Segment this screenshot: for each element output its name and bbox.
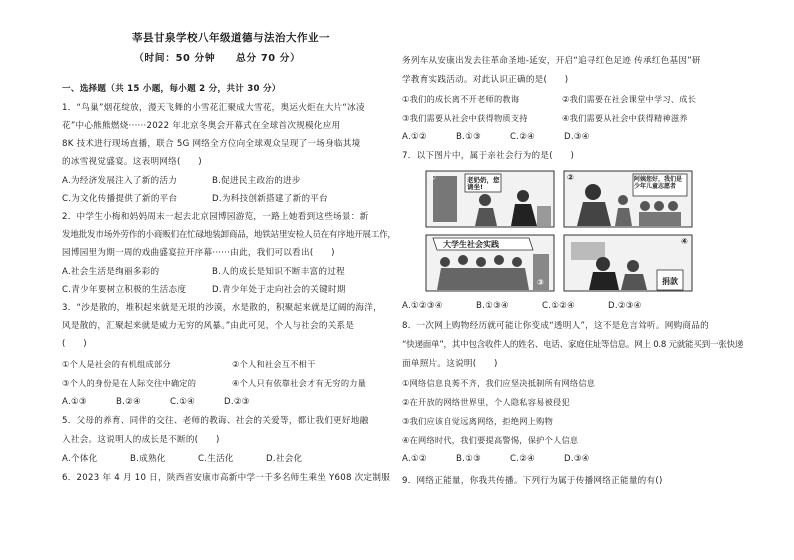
- question-9: 9．网络正能量，你我共传播。下列行为属于传播网络正能量的有(): [402, 476, 663, 486]
- picture-3: [425, 234, 555, 292]
- option-a[interactable]: A.为经济发展注入了新的活力: [62, 176, 178, 186]
- banner-text: 大学生社会实践: [443, 240, 499, 249]
- picture-4: [563, 234, 693, 292]
- option-a[interactable]: A.①②: [402, 132, 427, 142]
- question-line: ( ): [62, 339, 87, 349]
- statement-3: ③我们应该自觉远离网络，拒绝网上购物: [402, 416, 554, 426]
- statement-2: ②在开放的网络世界里，个人隐私容易被侵犯: [402, 397, 570, 407]
- question-line: 1．“鸟巢”烟花绽放，漫天飞舞的小雪花汇聚成大雪花，奥运火炬在大片“冰凌: [62, 103, 365, 113]
- statements-row: [62, 377, 366, 389]
- picture-number: ②: [567, 173, 574, 182]
- speech-bubble-text: 老奶奶，您请坐!: [467, 176, 500, 191]
- option-a[interactable]: A.①②: [402, 454, 427, 464]
- option-a[interactable]: A.①②③④: [402, 301, 443, 311]
- option-a[interactable]: A.个体化: [62, 454, 98, 464]
- options-row: [402, 300, 662, 312]
- option-d[interactable]: D.社会化: [266, 454, 303, 464]
- option-d[interactable]: D.为科技创新搭建了新的平台: [212, 194, 328, 204]
- question-line: 面单照片。这说明( ): [402, 359, 498, 369]
- picture-number: ④: [681, 237, 688, 246]
- section-heading: 一、选择题（共 15 小题，每小题 2 分，共计 30 分）: [62, 84, 281, 94]
- option-d[interactable]: D.②③④: [608, 301, 642, 311]
- statements-row: [402, 93, 732, 105]
- options-row: [62, 396, 278, 408]
- question-line: 入社会。这说明人的成长是不断的( ): [62, 435, 220, 445]
- donation-box-label: 捐款: [662, 277, 678, 286]
- option-d[interactable]: D.③④: [564, 132, 590, 142]
- statement-4: ④在网络时代，我们要提高警惕，保护个人信息: [402, 435, 579, 445]
- statement-1: ①我们的成长离不开老师的教诲: [402, 94, 520, 104]
- statements-row: [62, 358, 402, 370]
- option-d[interactable]: D.青少年处于走向社会的关键时期: [212, 285, 346, 295]
- statement-4: ④我们需要从社会中获得精神滋养: [562, 113, 688, 123]
- options-row: [62, 453, 320, 465]
- page-title: 莘县甘泉学校八年级道德与法治大作业一: [132, 32, 330, 44]
- option-c[interactable]: C.②④: [510, 132, 536, 142]
- picture-number: ①: [429, 173, 436, 182]
- option-b[interactable]: B.人的成长是知识不断丰富的过程: [212, 267, 345, 277]
- statement-1: ①网络信息良莠不齐，我们应坚决抵制所有网络信息: [402, 378, 596, 388]
- option-b[interactable]: B.成熟化: [130, 454, 166, 464]
- option-b[interactable]: B.①③④: [476, 301, 509, 311]
- options-row: [62, 193, 362, 205]
- option-b[interactable]: B.①③: [456, 454, 482, 464]
- option-c[interactable]: C.①④: [170, 397, 196, 407]
- question-line: 园博园里为期一周的戏曲盛宴拉开序幕······由此，我们可以看出( ): [62, 248, 335, 258]
- question-line: 务列车从安康出发去往革命圣地-延安，开启“追寻红色足迹 传承红色基因”研: [402, 56, 701, 66]
- options-row: [402, 453, 618, 465]
- question-line: 5．父母的养育、同伴的交往、老师的教诲、社会的关爱等，都让我们更好地融: [62, 416, 369, 426]
- option-b[interactable]: B.①③: [456, 132, 482, 142]
- option-c[interactable]: C.青少年要树立积极的生活态度: [62, 285, 187, 295]
- statements-row: [402, 112, 732, 124]
- question-line: 花”中心熊熊燃烧······2022 年北京冬奥会开幕式在全球首次规模化应用: [62, 121, 341, 131]
- option-c[interactable]: C.生活化: [198, 454, 234, 464]
- picture-1: [425, 170, 555, 228]
- statement-3: ③个人的身份是在人际交往中确定的: [62, 378, 197, 388]
- question-6-start: 6．2023 年 4 月 10 日，陕西省安康市高新中学一千多名师生乘坐 Y608 次定制服: [62, 473, 391, 483]
- options-row: [62, 266, 362, 278]
- option-c[interactable]: C.为文化传播提供了新的平台: [62, 194, 178, 204]
- options-row: [62, 284, 362, 296]
- statement-2: ②我们需要在社会课堂中学习、成长: [562, 94, 697, 104]
- option-a[interactable]: A.社会生活是绚丽多彩的: [62, 267, 160, 277]
- statement-3: ③我们需要从社会中获得物质支持: [402, 113, 528, 123]
- option-c[interactable]: C.②④: [510, 454, 536, 464]
- question-line: 学教育实践活动。对此认识正确的是( ): [402, 75, 569, 85]
- option-b[interactable]: B.促进民主政治的进步: [212, 176, 301, 186]
- options-row: [62, 175, 362, 187]
- option-c[interactable]: C.①②④: [542, 301, 576, 311]
- statement-1: ①个人是社会的有机组成部分: [62, 359, 171, 369]
- picture-2: [563, 170, 693, 228]
- question-line: 2．中学生小梅和妈妈周末一起去北京园博园游览，一路上她看到这些场景：新: [62, 212, 369, 222]
- statement-2: ②个人和社会互不相干: [232, 359, 316, 369]
- question-line: 3．“沙是散的，堆积起来就是无垠的沙漠，水是散的，积聚起来就是辽阔的海洋，: [62, 303, 382, 313]
- picture-number: ③: [537, 278, 544, 287]
- option-b[interactable]: B.②④: [116, 397, 142, 407]
- question-line: 风是散的，汇聚起来就是威力无穷的风暴。”由此可见，个人与社会的关系是: [62, 321, 355, 331]
- question-line: 8K 技术进行现场直播，联合 5G 网络全方位向全球观众呈现了一场身临其境: [62, 139, 361, 149]
- question-line: “快递面单”，其中包含收件人的姓名、电话、家庭住址等信息。网上 0.8 元就能买到一张快递: [402, 340, 744, 350]
- options-row: [402, 131, 618, 143]
- statement-4: ④个人只有依靠社会才有无穷的力量: [232, 378, 367, 388]
- question-line: 的冰雪视觉盛宴。这表明网络( ): [62, 157, 202, 167]
- speech-bubble-text: 阿姨您好，我们是少年儿童志愿者: [634, 176, 683, 190]
- question-line: 8．一次网上购物经历就可能让你变成“透明人”，这不是危言耸听。网购商品的: [402, 321, 709, 331]
- option-a[interactable]: A.①③: [62, 397, 87, 407]
- exam-info: （时间：50 分钟 总分 70 分）: [134, 53, 301, 64]
- option-d[interactable]: D.②③: [224, 397, 250, 407]
- option-d[interactable]: D.③④: [564, 454, 590, 464]
- question-line: 发地批发市场外劳作的小商贩们在忙碌地装卸商品，地铁站里安检人员在有序地开展工作，: [62, 230, 396, 240]
- question-line: 7．以下图片中，属于亲社会行为的是( ): [402, 151, 575, 161]
- picture-grid: [413, 170, 743, 298]
